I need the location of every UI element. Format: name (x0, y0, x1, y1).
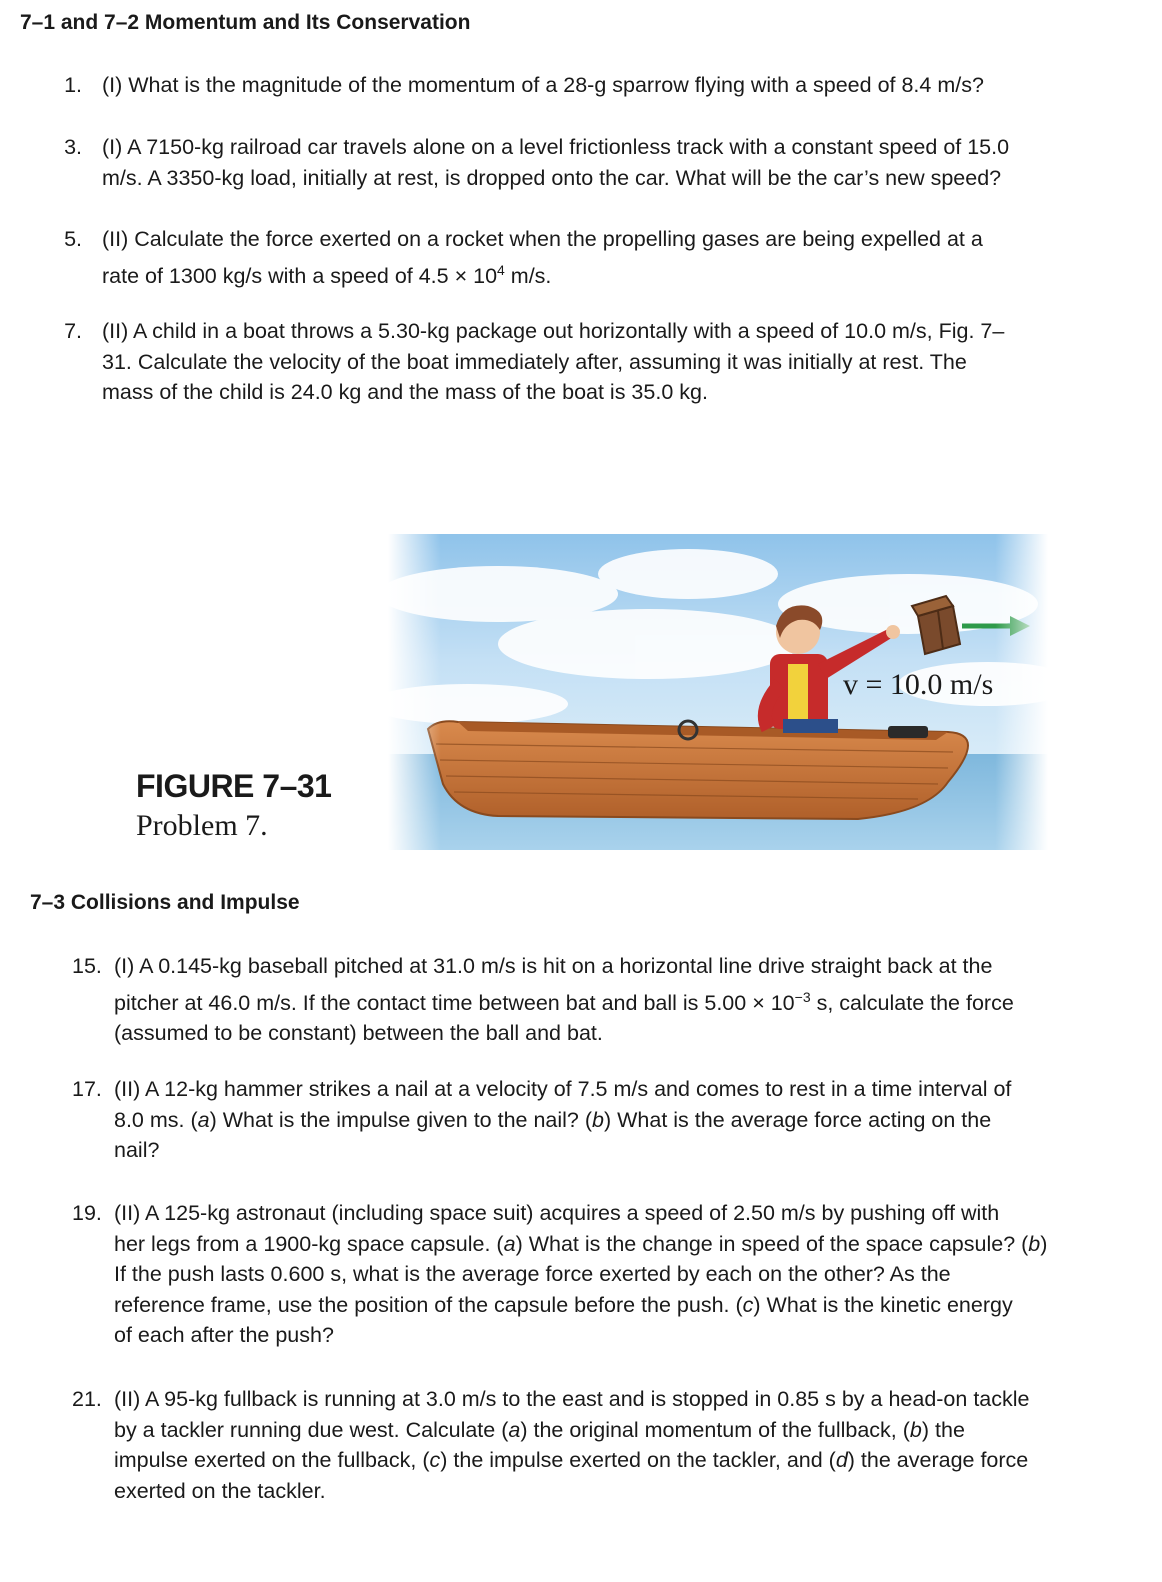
problem-number: 17. (72, 1077, 102, 1101)
problem-text: (I) What is the magnitude of the momentum of a 28-g sparrow flying with a speed of 8.4 m/s? (102, 73, 984, 97)
edge-fade (388, 534, 1048, 850)
problem-text-line: (II) Calculate the force exerted on a rocket when the propelling gases are being expelled at a (102, 227, 983, 251)
problem-text-line: (assumed to be constant) between the ball and bat. (114, 1021, 603, 1046)
problem-text-line: pitcher at 46.0 m/s. If the contact time between bat and ball is $5.00 \times 10^{-3}$ s, calculate the force (114, 988, 1014, 1015)
section-heading-momentum: 7–1 and 7–2 Momentum and Its Conservation (20, 11, 471, 34)
problem-text-line: mass of the child is 24.0 kg and the mass of the boat is 35.0 kg. (102, 380, 708, 404)
figure-caption (136, 768, 331, 843)
problem-text-line: rate of 1300 kg/s with a speed of $4.5 \times 10^4$ m/s. (102, 261, 552, 288)
problem-text-line: (I) A 0.145-kg baseball pitched at 31.0 m/s is hit on a horizontal line drive straight back at the (114, 954, 993, 978)
problem-17 (72, 1074, 1011, 1166)
problem-number: 7. (64, 319, 82, 343)
problem-number: 19. (72, 1201, 102, 1225)
boat-illustration (388, 534, 1048, 850)
problem-number: 15. (72, 954, 102, 978)
problem-5 (62, 224, 983, 291)
problem-text-line: (I) A 7150-kg railroad car travels alone on a level frictionless track with a constant speed of 15.0 (102, 135, 1010, 159)
problem-text-line: impulse exerted on the fullback, (c) the impulse exerted on the tackler, and (d) the average force (114, 1448, 1029, 1472)
problem-text-line: exerted on the tackler. (114, 1478, 326, 1503)
problem-text-line: by a tackler running due west. Calculate (a) the original momentum of the fullback, (b) the (114, 1417, 965, 1442)
problem-1 (62, 70, 984, 101)
problem-text-line: of each after the push? (114, 1323, 334, 1347)
problem-number: 1. (64, 73, 82, 97)
problem-text-line: If the push lasts 0.600 s, what is the average force exerted by each on the other? As the (114, 1262, 951, 1286)
problem-text-line: reference frame, use the position of the capsule before the push. (c) What is the kinetic energy (114, 1292, 1013, 1317)
problem-19 (72, 1198, 1047, 1351)
problem-text-line: (II) A child in a boat throws a 5.30-kg package out horizontally with a speed of 10.0 m/s, Fig. 7– (102, 319, 1005, 343)
problem-text-line: her legs from a 1900-kg space capsule. (a) What is the change in speed of the space capsule? (b) (114, 1231, 1048, 1256)
figure-label: FIGURE 7–31 (136, 768, 332, 804)
problem-21 (72, 1384, 1029, 1506)
problem-text-line: m/s. A 3350-kg load, initially at rest, is dropped onto the car. What will be the car’s new speed? (102, 165, 1002, 190)
section-heading-collisions: 7–3 Collisions and Impulse (30, 891, 300, 914)
problem-text-line: (II) A 12-kg hammer strikes a nail at a velocity of 7.5 m/s and comes to rest in a time interval of (114, 1077, 1012, 1101)
figure-sub-label: Problem 7. (136, 809, 268, 842)
problem-text-line: nail? (114, 1138, 160, 1162)
problem-text-line: 8.0 ms. (a) What is the impulse given to the nail? (b) What is the average force acting on the (114, 1107, 992, 1132)
problem-text-line: (II) A 125-kg astronaut (including space suit) acquires a speed of 2.50 m/s by pushing off with (114, 1201, 1000, 1225)
problem-3 (62, 132, 1009, 193)
problem-15 (72, 951, 1014, 1049)
problem-number: 5. (64, 227, 82, 251)
problem-number: 21. (72, 1387, 102, 1411)
problem-7 (62, 316, 1004, 408)
problem-number: 3. (64, 135, 82, 159)
problem-text-line: (II) A 95-kg fullback is running at 3.0 m/s to the east and is stopped in 0.85 s by a head-on tackle (114, 1387, 1030, 1411)
problem-text-line: 31. Calculate the velocity of the boat immediately after, assuming it was initially at rest. The (102, 349, 967, 374)
